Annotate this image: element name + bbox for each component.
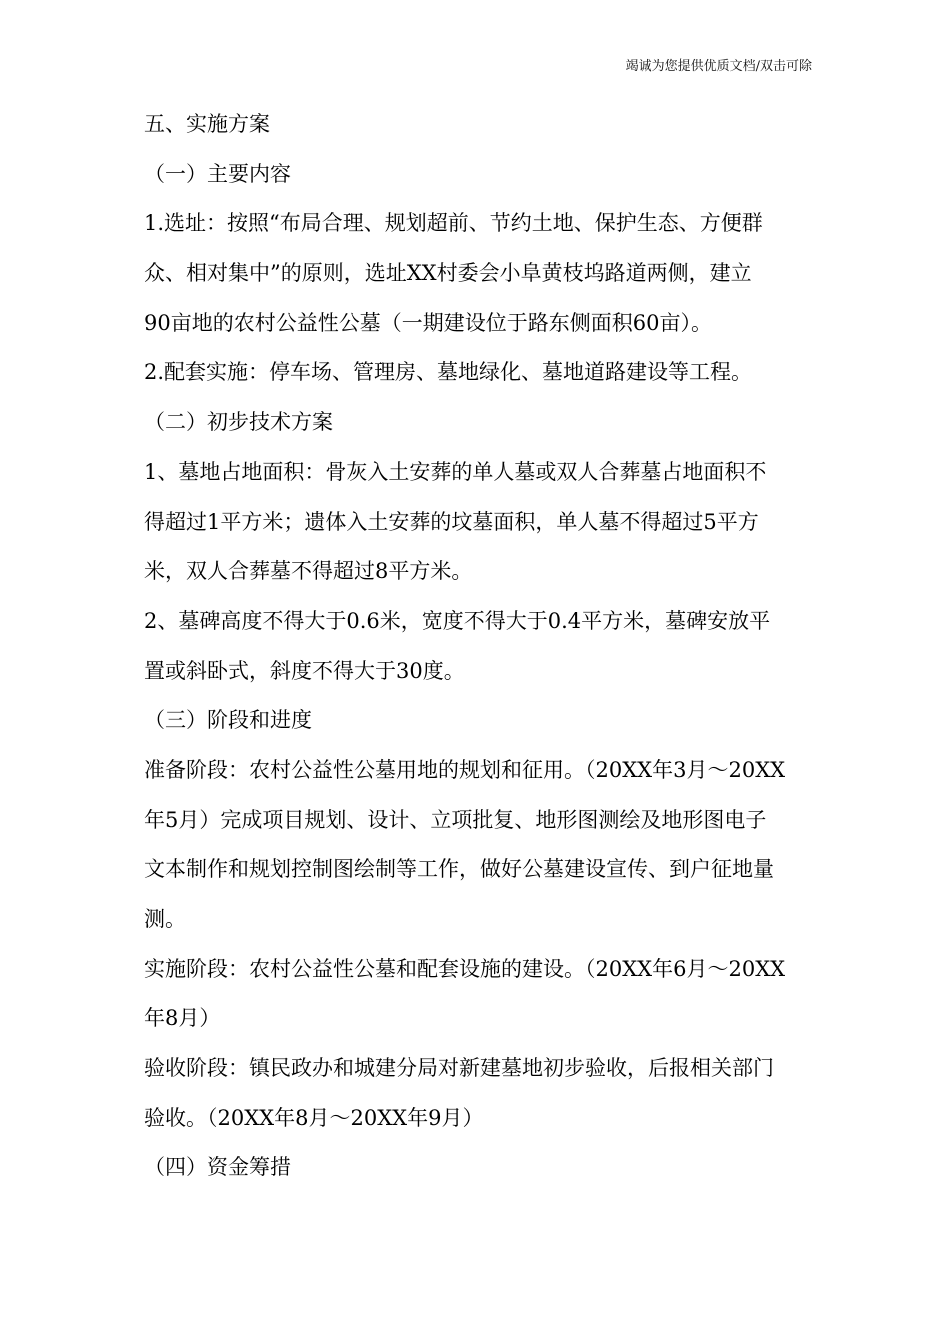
text-line: 众、相对集中”的原则，选址XX村委会小阜黄枝坞路道两侧，建立	[144, 261, 752, 286]
subsection-heading: （四）资金筹措	[144, 1155, 291, 1180]
header-note: 竭诚为您提供优质文档/双击可除	[625, 59, 812, 74]
subsection-heading: （一）主要内容	[144, 161, 291, 186]
text-line: 2、墓碑高度不得大于0.6米，宽度不得大于0.4平方米，墓碑安放平	[144, 608, 771, 633]
subsection-heading: （二）初步技术方案	[144, 410, 333, 435]
text-line: 准备阶段：农村公益性公墓用地的规划和征用。（20XX年3月～20XX	[144, 757, 786, 782]
text-line: 年8月）	[144, 1006, 221, 1031]
text-line: 米，双人合葬墓不得超过8平方米。	[144, 559, 473, 584]
text-line: 文本制作和规划控制图绘制等工作，做好公墓建设宣传、到户征地量	[144, 857, 774, 882]
text-line: 测。	[144, 907, 186, 931]
text-line: 2.配套实施：停车场、管理房、墓地绿化、墓地道路建设等工程。	[144, 360, 753, 385]
text-line: 置或斜卧式，斜度不得大于30度。	[144, 658, 465, 683]
subsection-heading: （三）阶段和进度	[144, 708, 312, 733]
text-line: 1、墓地占地面积：骨灰入土安葬的单人墓或双人合葬墓占地面积不	[144, 459, 767, 484]
text-line: 得超过1平方米；遗体入土安葬的坟墓面积，单人墓不得超过5平方	[144, 509, 759, 534]
text-line: 实施阶段：农村公益性公墓和配套设施的建设。（20XX年6月～20XX	[144, 956, 786, 981]
text-line: 年5月）完成项目规划、设计、立项批复、地形图测绘及地形图电子	[144, 807, 767, 832]
document-body	[144, 100, 816, 1193]
text-line: 1.选址：按照“布局合理、规划超前、节约土地、保护生态、方便群	[144, 211, 763, 236]
text-line: 验收。（20XX年8月～20XX年9月）	[144, 1105, 484, 1130]
section-heading: 五、实施方案	[144, 112, 270, 136]
text-line: 90亩地的农村公益性公墓（一期建设位于路东侧面积60亩）。	[144, 310, 712, 335]
text-line: 验收阶段：镇民政办和城建分局对新建墓地初步验收，后报相关部门	[144, 1056, 774, 1081]
